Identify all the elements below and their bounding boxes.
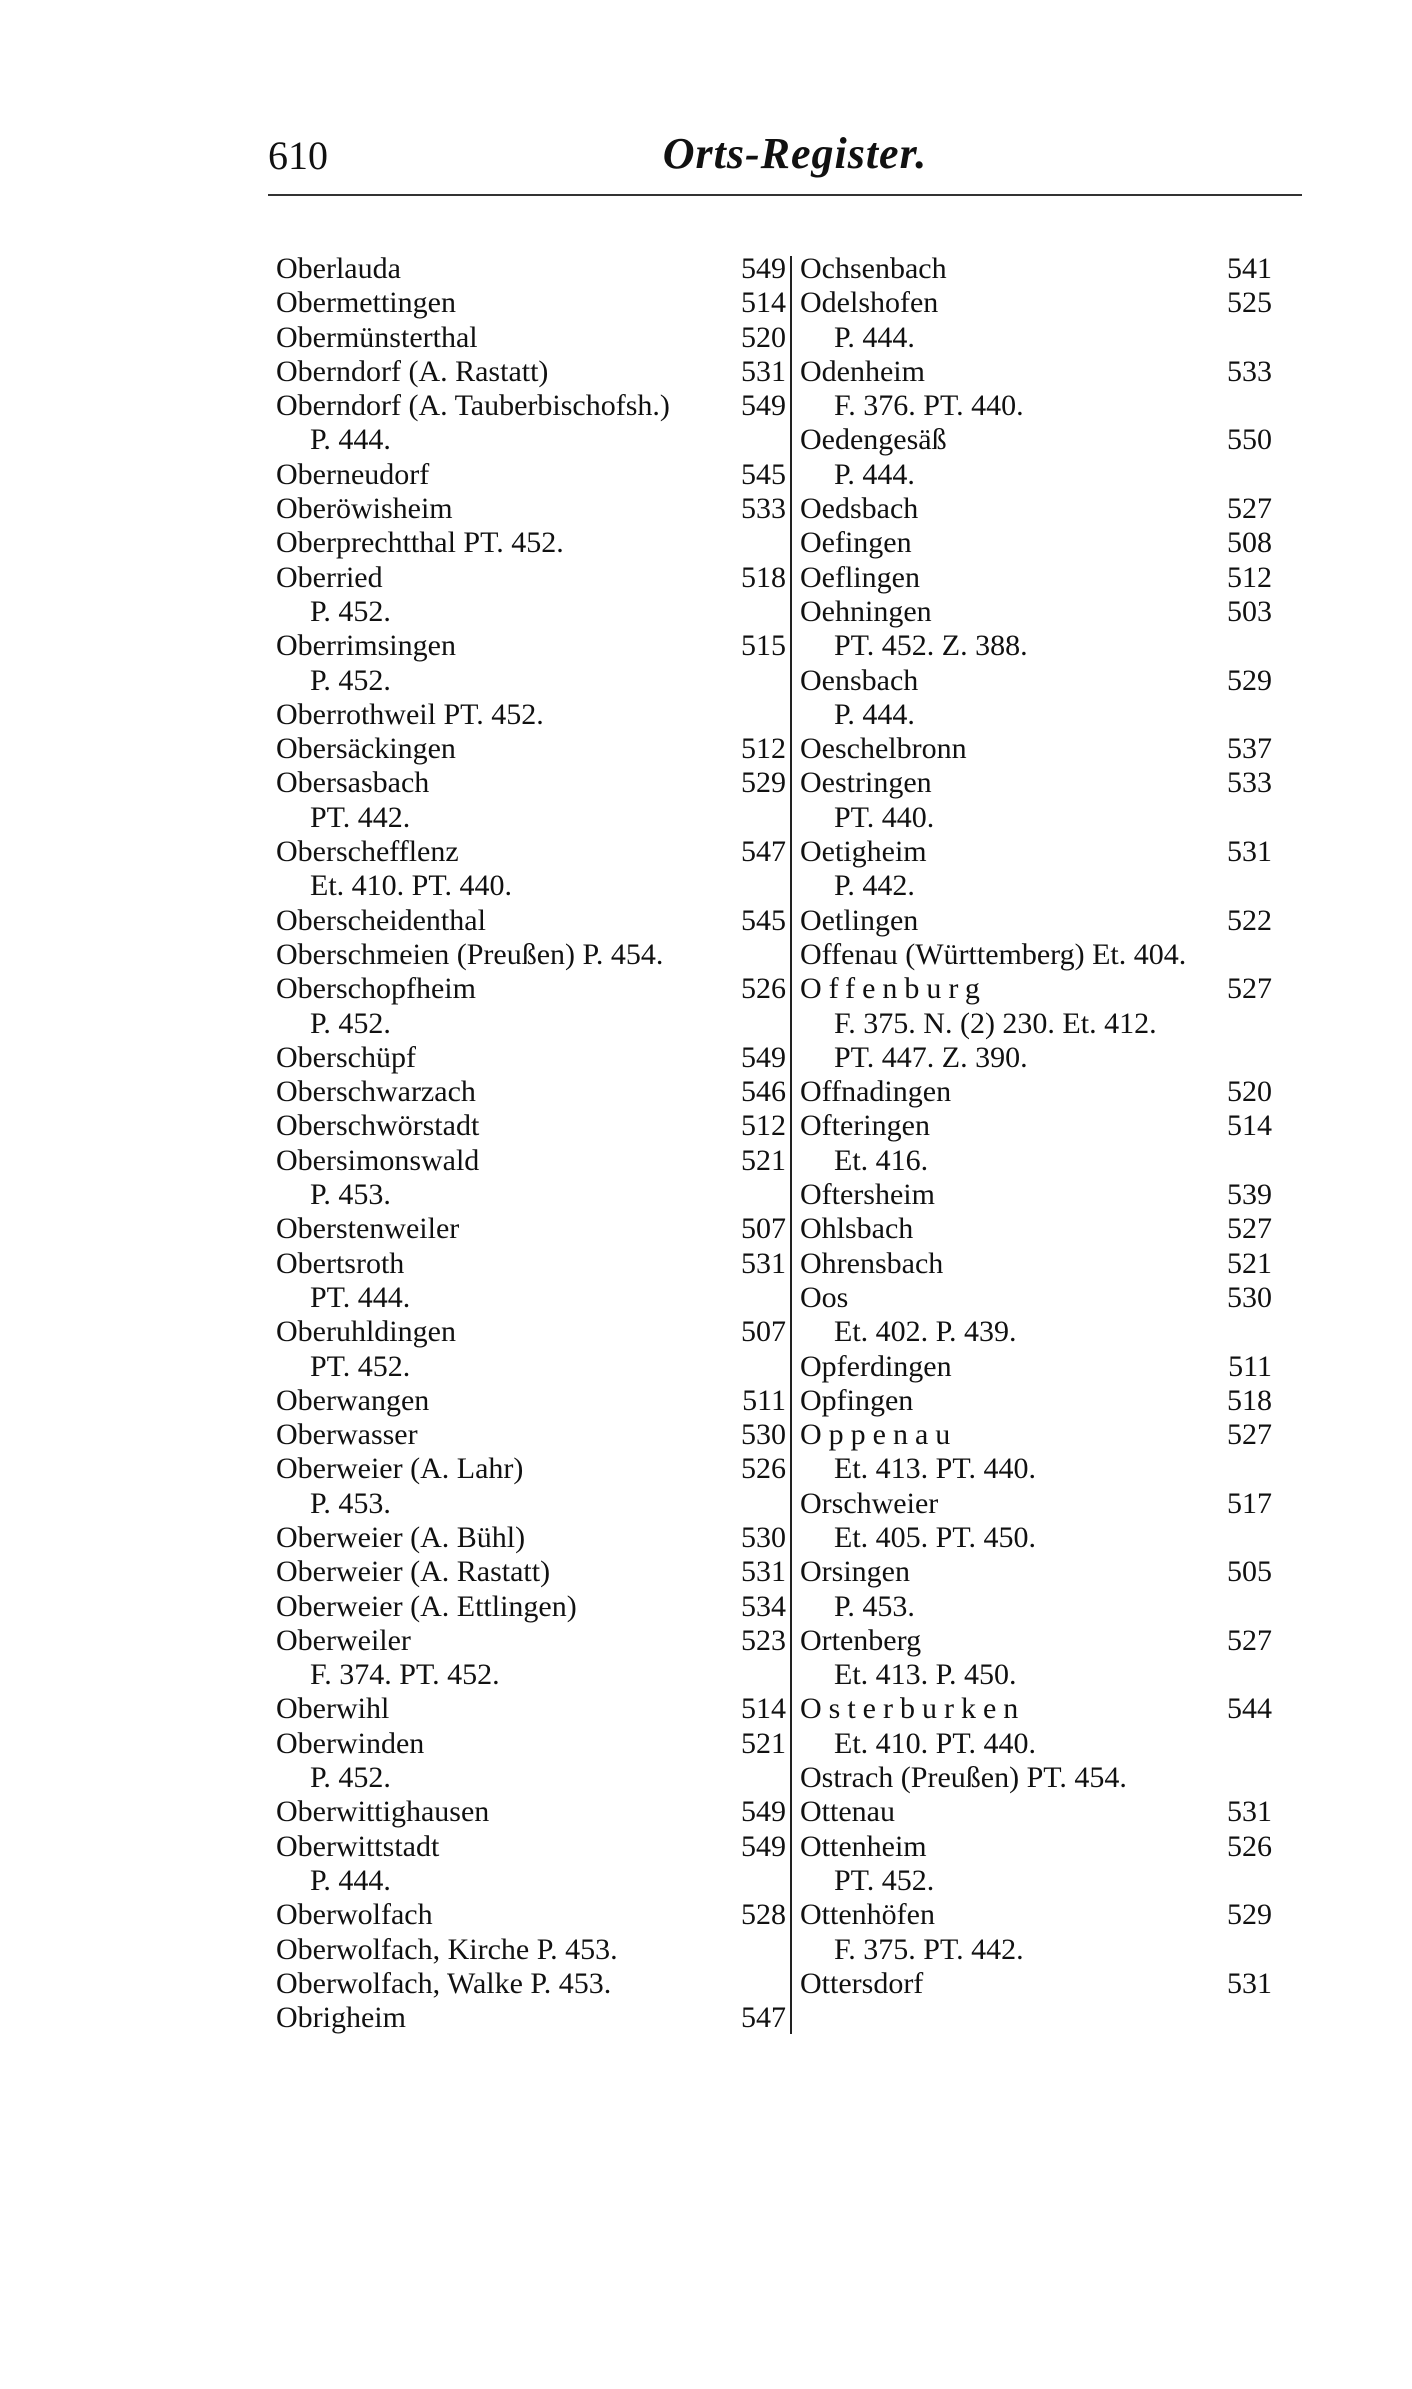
entry-text: Oedsbach [800, 492, 919, 526]
entry-page-number: 533 [1227, 354, 1272, 388]
index-entry-references [800, 1041, 1272, 1075]
index-entry [276, 1967, 786, 2001]
index-entry-references [276, 1281, 786, 1315]
index-entry-references [276, 1487, 786, 1521]
index-entry [276, 629, 786, 663]
index-entry-references [276, 1658, 786, 1692]
index-entry [800, 938, 1272, 972]
index-entry-references [800, 1452, 1272, 1486]
entry-page-number: 520 [1227, 1075, 1272, 1109]
index-entry [800, 1418, 1272, 1452]
index-entry [276, 389, 786, 423]
entry-text: Ottenheim [800, 1829, 927, 1863]
entry-text: Ortenberg [800, 1623, 922, 1657]
entry-page-number: 512 [1227, 560, 1272, 594]
entry-page-number: 520 [741, 320, 786, 354]
entry-page-number: 525 [1227, 286, 1272, 320]
entry-text: P. 452. [310, 1006, 391, 1040]
index-entry [800, 1555, 1272, 1589]
index-entry [276, 732, 786, 766]
entry-text: Offnadingen [800, 1075, 952, 1109]
entry-page-number: 531 [1227, 835, 1272, 869]
index-entry [800, 286, 1272, 320]
entry-page-number: 533 [741, 492, 786, 526]
entry-page-number: 528 [741, 1898, 786, 1932]
entry-page-number: 534 [741, 1589, 786, 1623]
entry-page-number: 530 [741, 1520, 786, 1554]
entry-text: Oetlingen [800, 903, 919, 937]
index-entry-references [276, 1178, 786, 1212]
index-entry-references [800, 629, 1272, 663]
index-entry-references [800, 698, 1272, 732]
entry-text: Obersäckingen [276, 732, 456, 766]
entry-page-number: 531 [1227, 1795, 1272, 1829]
index-entry [800, 1075, 1272, 1109]
entry-text: Oberschefflenz [276, 835, 459, 869]
index-entry [800, 252, 1272, 286]
index-column-left [276, 252, 786, 2035]
index-entry [800, 1178, 1272, 1212]
index-entry-references [800, 1658, 1272, 1692]
entry-text: P. 452. [310, 594, 391, 628]
entry-text: Oos [800, 1280, 849, 1314]
entry-text: Oberuhldingen [276, 1315, 456, 1349]
entry-text: Oberwolfach, Walke P. 453. [276, 1966, 612, 2000]
entry-text: Et. 416. [834, 1143, 929, 1177]
entry-text: Ostrach (Preußen) PT. 454. [800, 1761, 1127, 1795]
index-entry [800, 1761, 1272, 1795]
index-entry [276, 1795, 786, 1829]
entry-page-number: 531 [741, 1246, 786, 1280]
entry-text: Ochsenbach [800, 252, 947, 285]
index-entry [800, 1967, 1272, 2001]
index-entry [276, 492, 786, 526]
page-number: 610 [268, 133, 328, 178]
entry-text: Opferdingen [800, 1349, 952, 1383]
column-divider [790, 256, 792, 2034]
entry-text: P. 452. [310, 1761, 391, 1795]
entry-page-number: 549 [741, 389, 786, 423]
index-entry [276, 1315, 786, 1349]
index-entry [800, 1830, 1272, 1864]
entry-page-number: 531 [741, 354, 786, 388]
entry-text: Oberwolfach, Kirche P. 453. [276, 1932, 618, 1966]
index-entry-references [800, 1521, 1272, 1555]
index-entry [800, 423, 1272, 457]
entry-text: PT. 452. Z. 388. [834, 629, 1028, 663]
index-entry [800, 766, 1272, 800]
entry-text: Ottenhöfen [800, 1898, 935, 1932]
entry-text: Oberweier (A. Lahr) [276, 1452, 524, 1486]
entry-page-number: 511 [742, 1383, 786, 1417]
entry-text: Oetigheim [800, 835, 927, 869]
entry-page-number: 523 [741, 1623, 786, 1657]
entry-text: Odelshofen [800, 286, 939, 320]
entry-text: Oberweier (A. Rastatt) [276, 1555, 551, 1589]
index-entry [800, 1624, 1272, 1658]
index-entry-references [276, 869, 786, 903]
entry-page-number: 531 [1227, 1966, 1272, 2000]
index-entry [800, 1350, 1272, 1384]
index-entry [276, 561, 786, 595]
entry-page-number: 517 [1227, 1486, 1272, 1520]
entry-page-number: 512 [741, 1109, 786, 1143]
entry-text: Odenheim [800, 354, 925, 388]
index-entry [276, 1109, 786, 1143]
index-entry-references [800, 1933, 1272, 1967]
entry-text: Et. 405. PT. 450. [834, 1520, 1036, 1554]
entry-text: P. 444. [310, 423, 391, 457]
index-entry [276, 526, 786, 560]
entry-text: Oberneudorf [276, 457, 430, 491]
index-entry [800, 561, 1272, 595]
entry-text: Oberschmeien (Preußen) P. 454. [276, 937, 664, 971]
entry-page-number: 505 [1227, 1555, 1272, 1589]
entry-text: PT. 452. [310, 1349, 411, 1383]
entry-text: Obermettingen [276, 286, 456, 320]
entry-text: Oberrimsingen [276, 629, 456, 663]
entry-text: P. 444. [834, 320, 915, 354]
index-entry-references [276, 1350, 786, 1384]
entry-page-number: 550 [1227, 423, 1272, 457]
entry-text: F. 376. PT. 440. [834, 389, 1024, 423]
entry-text: Oberwittighausen [276, 1795, 490, 1829]
index-entry [800, 972, 1272, 1006]
entry-page-number: 507 [741, 1212, 786, 1246]
index-entry [276, 1075, 786, 1109]
index-entry [800, 1692, 1272, 1726]
index-entry-references [800, 1315, 1272, 1349]
index-entry-references [800, 389, 1272, 423]
entry-text: Oberschüpf [276, 1040, 416, 1074]
index-entry [276, 1727, 786, 1761]
entry-text: P. 452. [310, 663, 391, 697]
index-entry [800, 1281, 1272, 1315]
index-entry-references [276, 801, 786, 835]
index-entry [800, 1384, 1272, 1418]
entry-text: Ottenau [800, 1795, 895, 1829]
entry-text: F. 374. PT. 452. [310, 1658, 500, 1692]
index-entry [276, 286, 786, 320]
entry-text: Ohlsbach [800, 1212, 914, 1246]
entry-text: Offenau (Württemberg) Et. 404. [800, 937, 1187, 971]
entry-page-number: 537 [1227, 732, 1272, 766]
entry-page-number: 508 [1227, 526, 1272, 560]
entry-text: P. 453. [310, 1178, 391, 1212]
index-entry [276, 252, 786, 286]
entry-page-number: 529 [1227, 663, 1272, 697]
entry-text: Oedengesäß [800, 423, 947, 457]
entry-text: P. 442. [834, 869, 915, 903]
index-entry [276, 1692, 786, 1726]
entry-text: Oberwihl [276, 1692, 390, 1726]
entry-page-number: 527 [1227, 1212, 1272, 1246]
entry-text: PT. 444. [310, 1280, 411, 1314]
entry-text: Oberstenweiler [276, 1212, 460, 1246]
index-entry [800, 1795, 1272, 1829]
index-entry [276, 1590, 786, 1624]
entry-text: Oberwolfach [276, 1898, 433, 1932]
index-entry [276, 1521, 786, 1555]
entry-text: P. 444. [834, 697, 915, 731]
entry-text: Oberwasser [276, 1418, 418, 1452]
entry-text: Ofteringen [800, 1109, 930, 1143]
entry-page-number: 521 [741, 1143, 786, 1177]
entry-text: Obersasbach [276, 766, 430, 800]
entry-text: Oberöwisheim [276, 492, 453, 526]
entry-text: P. 453. [834, 1589, 915, 1623]
index-entry-references [800, 1007, 1272, 1041]
entry-page-number: 526 [1227, 1829, 1272, 1863]
entry-page-number: 547 [741, 2001, 786, 2035]
entry-text: Oehningen [800, 594, 932, 628]
index-entry [276, 355, 786, 389]
index-entry [800, 355, 1272, 389]
entry-text: Oefingen [800, 526, 912, 560]
index-entry [800, 664, 1272, 698]
index-entry [276, 766, 786, 800]
index-entry [276, 1898, 786, 1932]
entry-page-number: 549 [741, 1795, 786, 1829]
index-entry-references [800, 869, 1272, 903]
index-entry [276, 938, 786, 972]
index-entry [800, 1247, 1272, 1281]
entry-text: PT. 447. Z. 390. [834, 1040, 1028, 1074]
index-entry [800, 1487, 1272, 1521]
entry-page-number: 503 [1227, 594, 1272, 628]
entry-text: Oberscheidenthal [276, 903, 486, 937]
index-entry-references [800, 801, 1272, 835]
index-entry [800, 904, 1272, 938]
entry-text: Obertsroth [276, 1246, 405, 1280]
entry-page-number: 530 [741, 1418, 786, 1452]
entry-page-number: 530 [1227, 1280, 1272, 1314]
index-entry [276, 904, 786, 938]
index-entry-references [800, 1590, 1272, 1624]
index-entry [276, 1418, 786, 1452]
index-entry [276, 1555, 786, 1589]
entry-text: Oensbach [800, 663, 919, 697]
entry-page-number: 545 [741, 457, 786, 491]
entry-text: Oberweier (A. Bühl) [276, 1520, 526, 1554]
entry-text: Oberwangen [276, 1383, 430, 1417]
entry-text: Obermünsterthal [276, 320, 478, 354]
index-entry [276, 972, 786, 1006]
entry-page-number: 549 [741, 1040, 786, 1074]
entry-page-number: 518 [1227, 1383, 1272, 1417]
index-entry [800, 835, 1272, 869]
entry-page-number: 549 [741, 252, 786, 285]
entry-text: Orsingen [800, 1555, 910, 1589]
entry-page-number: 514 [741, 1692, 786, 1726]
entry-text: Oberschopfheim [276, 972, 476, 1006]
index-entry-references [800, 458, 1272, 492]
index-entry [276, 1624, 786, 1658]
index-entry [276, 2001, 786, 2035]
entry-page-number: 507 [741, 1315, 786, 1349]
index-entry [800, 595, 1272, 629]
entry-page-number: 515 [741, 629, 786, 663]
index-entry-references [276, 1864, 786, 1898]
entry-text: Obrigheim [276, 2001, 406, 2035]
index-entry [276, 1830, 786, 1864]
entry-text: Oberwinden [276, 1726, 425, 1760]
index-column-right [800, 252, 1272, 2001]
entry-text: Et. 413. PT. 440. [834, 1452, 1036, 1486]
entry-page-number: 526 [741, 1452, 786, 1486]
entry-text: Ohrensbach [800, 1246, 944, 1280]
index-entry [276, 1933, 786, 1967]
entry-text: Et. 402. P. 439. [834, 1315, 1017, 1349]
index-entry [800, 526, 1272, 560]
entry-page-number: 529 [1227, 1898, 1272, 1932]
entry-page-number: 512 [741, 732, 786, 766]
entry-text: Osterburken [800, 1692, 1026, 1726]
entry-text: Oberrothweil PT. 452. [276, 697, 544, 731]
entry-text: Ottersdorf [800, 1966, 924, 2000]
entry-text: Et. 410. PT. 440. [834, 1726, 1036, 1760]
entry-text: P. 444. [310, 1863, 391, 1897]
entry-text: Oestringen [800, 766, 932, 800]
index-entry-references [276, 664, 786, 698]
entry-text: Oberlauda [276, 252, 401, 285]
entry-text: Opfingen [800, 1383, 914, 1417]
entry-page-number: 544 [1227, 1692, 1272, 1726]
entry-text: Oeflingen [800, 560, 920, 594]
entry-text: P. 444. [834, 457, 915, 491]
entry-page-number: 527 [1227, 972, 1272, 1006]
index-entry-references [800, 321, 1272, 355]
entry-page-number: 545 [741, 903, 786, 937]
entry-text: Offenburg [800, 972, 987, 1006]
entry-page-number: 549 [741, 1829, 786, 1863]
index-entry [276, 1041, 786, 1075]
entry-page-number: 546 [741, 1075, 786, 1109]
index-entry [276, 1452, 786, 1486]
index-entry [800, 1109, 1272, 1143]
entry-page-number: 514 [1227, 1109, 1272, 1143]
entry-text: Et. 410. PT. 440. [310, 869, 512, 903]
entry-page-number: 527 [1227, 1623, 1272, 1657]
entry-page-number: 539 [1227, 1178, 1272, 1212]
entry-text: Oberschwarzach [276, 1075, 476, 1109]
index-entry-references [800, 1864, 1272, 1898]
entry-page-number: 526 [741, 972, 786, 1006]
index-entry [276, 1247, 786, 1281]
entry-text: Orschweier [800, 1486, 939, 1520]
entry-text: Oberweier (A. Ettlingen) [276, 1589, 577, 1623]
index-entry [800, 732, 1272, 766]
index-entry [276, 1384, 786, 1418]
header-rule [268, 194, 1302, 196]
entry-page-number: 511 [1228, 1349, 1272, 1383]
entry-page-number: 522 [1227, 903, 1272, 937]
entry-text: Oberschwörstadt [276, 1109, 480, 1143]
entry-page-number: 531 [741, 1555, 786, 1589]
entry-text: F. 375. PT. 442. [834, 1932, 1024, 1966]
index-entry [800, 1212, 1272, 1246]
entry-text: Oberprechtthal PT. 452. [276, 526, 564, 560]
entry-text: Oberndorf (A. Rastatt) [276, 354, 549, 388]
index-entry [276, 321, 786, 355]
index-entry-references [800, 1727, 1272, 1761]
entry-text: Oberried [276, 560, 383, 594]
entry-text: PT. 440. [834, 800, 935, 834]
entry-page-number: 518 [741, 560, 786, 594]
entry-page-number: 533 [1227, 766, 1272, 800]
page-title: Orts-Register. [662, 129, 928, 178]
entry-text: Oppenau [800, 1418, 958, 1452]
index-entry-references [276, 1761, 786, 1795]
entry-text: Oberndorf (A. Tauberbischofsh.) [276, 389, 670, 423]
index-entry-references [276, 595, 786, 629]
entry-page-number: 527 [1227, 1418, 1272, 1452]
entry-page-number: 521 [1227, 1246, 1272, 1280]
entry-text: F. 375. N. (2) 230. Et. 412. [834, 1006, 1157, 1040]
entry-text: Oberwittstadt [276, 1829, 440, 1863]
index-entry [276, 1144, 786, 1178]
entry-page-number: 521 [741, 1726, 786, 1760]
entry-page-number: 541 [1227, 252, 1272, 285]
entry-text: Oftersheim [800, 1178, 935, 1212]
index-entry-references [276, 1007, 786, 1041]
entry-text: PT. 452. [834, 1863, 935, 1897]
index-entry [800, 492, 1272, 526]
index-entry [276, 1212, 786, 1246]
entry-page-number: 547 [741, 835, 786, 869]
entry-page-number: 527 [1227, 492, 1272, 526]
entry-text: Obersimonswald [276, 1143, 480, 1177]
entry-text: Et. 413. P. 450. [834, 1658, 1017, 1692]
entry-page-number: 529 [741, 766, 786, 800]
index-entry [276, 458, 786, 492]
index-entry-references [276, 423, 786, 457]
index-entry [276, 835, 786, 869]
index-entry [276, 698, 786, 732]
entry-text: Oeschelbronn [800, 732, 967, 766]
entry-page-number: 514 [741, 286, 786, 320]
index-entry-references [800, 1144, 1272, 1178]
entry-text: Oberweiler [276, 1623, 411, 1657]
index-entry [800, 1898, 1272, 1932]
entry-text: P. 453. [310, 1486, 391, 1520]
entry-text: PT. 442. [310, 800, 411, 834]
